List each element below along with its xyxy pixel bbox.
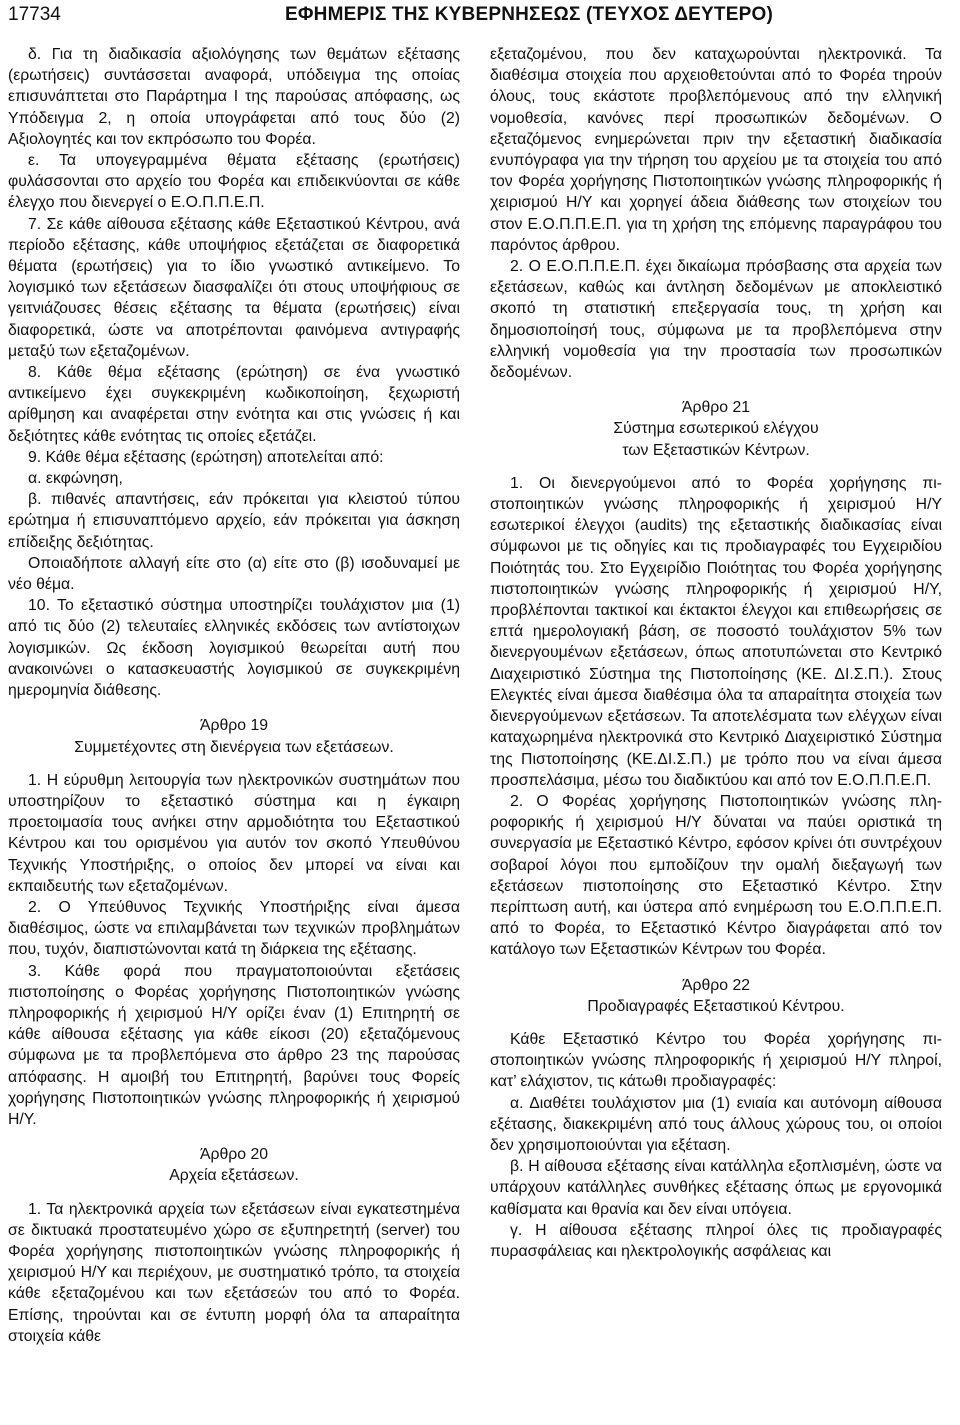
paragraph: 2. Ο Υπεύθυνος Τεχνικής Υποστήριξης είναι άμεσα διαθέσιμος, ώστε να επιλαμβάνεται των τεχνικών προβλημάτων που, τυχόν, διαπιστώνονται κατά τη διάρκεια της εξέτασης.	[8, 898, 460, 959]
paragraph: 2. Ο Ε.Ο.Π.Π.Ε.Π. έχει δικαίωμα πρόσβασης στα αρχεία των εξετάσεων, καθώς και άντληση δεδομένων με αποκλειστικό σκοπό τη στατιστική επεξεργασία τους, τη χρήση και δημοσιοποίησή τους, σύμφωνα με τα προβλεπόμενα στην ελληνική νομοθεσία για την προστασία των προσωπικών δεδομένων.	[490, 258, 942, 382]
paragraph: 9. Κάθε θέμα εξέτασης (ερώτηση) αποτελείται από:	[28, 448, 384, 466]
paragraph: 3. Κάθε φορά που πραγματοποιούνται εξετάσεις πιστοποίησης ο Φορέας χορήγησης Πιστοποιητικών γνώσης πληροφορικής ή χειρισμού Η/Υ ορίζει έναν (1) Επιτηρητή σε κάθε αίθουσα εξέτασης για κάθε είκοσι (20) εξεταζόμενους σύμφωνα με τα προβλεπόμενα στο άρθρο 23 της παρούσας απόφασης. Η αμοιβή του Επιτηρητή, βαρύνει τους Φορείς χορήγησης Πιστοποιητικών γνώσης πληροφορικής ή χειρισμού Η/Υ.	[8, 962, 460, 1128]
left-column	[8, 44, 460, 1347]
paragraph: εξεταζομένου, που δεν καταχωρούνται ηλεκτρονικά. Τα διαθέσιμα στοιχεία που αρχειοθετούνται από το Φορέα τηρούν όλους, τους εκάστοτε προβλεπόμενους από την ελληνική νομοθεσία, κανόνες περί προσωπικών δεδομένων. Ο εξεταζόμενος ενημερώνεται πριν την εξεταστική διαδικασία ενυπόγραφα για την τήρηση του αρχείου με τα στοιχεία του από τον Φορέα χορήγησης Πιστοποιητικών γνώσης πληροφορικής ή χειρισμού Η/Υ και χορηγεί άδεια διάθεσης των στοιχείων του στον Ε.Ο.Π.Π.Ε.Π. για τη χρήση της επόμενης παραγράφου του παρόντος άρθρου.	[490, 46, 942, 254]
journal-title: ΕΦΗΜΕΡΙΣ ΤΗΣ ΚΥΒΕΡΝΗΣΕΩΣ (ΤΕΥΧΟΣ ΔΕΥΤΕΡΟ)	[285, 4, 773, 25]
article-heading	[490, 397, 942, 461]
article-number: Άρθρο 21	[681, 399, 751, 417]
page-header	[0, 0, 960, 34]
paragraph: α. εκφώνηση,	[28, 470, 123, 488]
paragraph: 1. Τα ηλεκτρονικά αρχεία των εξετάσεων είναι εγκατεστημένα σε δικτυακά προστατευμένο χώρο σε εξυπηρετητή (server) του Φορέα χορήγησης πιστοποιητικών γνώσης πληροφορικής ή χειρισμού Η/Υ και περιέχουν, με συστηματικό τρόπο, τα στοιχεία κάθε εξεταζομένου και των εξετάσεών του από το Φορέα. Επίσης, τηρούνται και σε έντυπη μορφή όλα τα απαραίτητα στοιχεία κάθε	[8, 1200, 460, 1345]
paragraph: 10. Το εξεταστικό σύστημα υποστηρίζει τουλάχιστον μια (1) από τις δύο (2) τελευταίες ελληνικές εκδόσεις των αντίστοιχων λογισμικών. Ως έκδοση λογισμικού θεωρείται αυτή που ανακοινώνει ο κατασκευαστής λογισμικού σε συγκεκριμένη ημερομηνία διάθεσης.	[8, 597, 460, 700]
article-heading	[8, 715, 460, 757]
article-title: Αρχεία εξετάσεων.	[169, 1167, 299, 1185]
article-number: Άρθρο 22	[681, 976, 751, 994]
article-title: Προδιαγραφές Εξεταστικού Κέντρου.	[587, 997, 845, 1015]
paragraph: Κάθε Εξεταστικό Κέντρο του Φορέα χορήγησης πιστοποιητικών γνώσης πληροφορικής ή χειρισμού Η/Υ πληροί, κατ’ ελάχιστον, τις κάτωθι προδιαγραφές:	[490, 1030, 942, 1091]
article-heading	[8, 1144, 460, 1186]
paragraph: Οποιαδήποτε αλλαγή είτε στο (α) είτε στο (β) ισοδυναμεί με νέο θέμα.	[8, 554, 460, 594]
article-title: Συμμετέχοντες στη διενέργεια των εξετάσεων.	[74, 738, 394, 756]
paragraph: 1. Οι διενεργούμενοι από το Φορέα χορήγησης πιστοποιητικών γνώσης πληροφορικής ή χειρισμού Η/Υ εσωτερικοί έλεγχοι (audits) της εξεταστικής διαδικασίας είναι σύμφωνοι με τις οδηγίες και τις προδιαγραφές του Εγχειριδίου Ποιότητάς του. Στο Εγχειρίδιο Ποιότητας του Φορέα χορήγησης πιστοποιητικών γνώσης πληροφορικής ή χειρισμού Η/Υ, προβλέπονται τακτικοί και έκτακτοι έλεγχοι και επιθεωρήσεις σε επτά ημερολογιακή βάση, σε ποσοστό τουλάχιστον 5% των διενεργουμένων εξετάσεων, όπως αποτυπώνεται στο Κεντρικό Διαχειριστικό Σύστημα της Πιστοποίησης (ΚΕ. ΔΙ.Σ.Π.). Στους Ελεγκτές είναι άμεσα διαθέσιμα όλα τα απαραίτητα στοιχεία των διενεργούμενων εξετάσεων. Τα αποτελέσματα των ελέγχων είναι καταχωρημένα ηλεκτρονικά στο Κεντρικό Διαχειριστικό Σύστημα της Πιστοποίησης (ΚΕ.ΔΙ.Σ.Π.) με τρόπο που να είναι άμεσα προσπελάσιμα, μέσω του διαδικτύου και από τον Ε.Ο.Π.Π.Ε.Π.	[490, 474, 942, 789]
paragraph: γ. Η αίθουσα εξέτασης πληροί όλες τις προδιαγραφές πυρασφάλειας και ηλεκτρολογικής ασφάλειας και	[490, 1221, 942, 1260]
paragraph: α. Διαθέτει τουλάχιστον μια (1) ενιαία και αυτόνομη αίθουσα εξέτασης, διακεκριμένη από τους άλλους χώρους του, οι οποίοι δεν χρησιμοποιούνται για εξέταση.	[490, 1094, 942, 1154]
article-number: Άρθρο 19	[199, 717, 269, 735]
paragraph: 7. Σε κάθε αίθουσα εξέτασης κάθε Εξεταστικού Κέντρου, ανά περίοδο εξέτασης, κάθε υποψήφιος εξετάζεται σε διαφορετικά θέματα (ερωτήσεις) για το ίδιο γνωστικό αντικείμενο. Το λογισμικό των εξετάσεων διασφαλίζει ότι στους υποψήφιους σε γειτνιάζουσες θέσεις εξέτασης τα θέματα (ερωτήσεις) είναι διαφορετικά, ώστε να αποτρέπονται φαινόμενα αντιγραφής μεταξύ των εξεταζομένων.	[8, 215, 460, 360]
article-title: των Εξεταστικών Κέντρων.	[622, 441, 810, 459]
page-number: 17734	[8, 4, 61, 25]
article-number: Άρθρο 20	[199, 1146, 269, 1164]
right-column	[490, 44, 942, 1262]
paragraph: ε. Τα υπογεγραμμένα θέματα εξέτασης (ερωτήσεις) φυλάσσονται στο αρχείο του Φορέα και επιδεικνύονται σε κάθε έλεγχο που διενεργεί ο Ε.Ο.Π.Π.Ε.Π.	[8, 152, 460, 212]
paragraph: β. πιθανές απαντήσεις, εάν πρόκειται για κλειστού τύπου ερώτημα ή επισυναπτόμενο αρχείο, εάν πρόκειται για άσκηση επίδειξης δεξιότητας.	[8, 491, 460, 551]
article-title: Σύστημα εσωτερικού ελέγχου	[613, 420, 819, 438]
paragraph: 1. Η εύρυθμη λειτουργία των ηλεκτρονικών συστημάτων που υποστηρίζουν το εξεταστικό σύστημα και η έγκαιρη προετοιμασία τους ανήκει στην αρμοδιότητα του Εξεταστικού Κέντρου και του ορισμένου για αυτόν τον σκοπό Υπευθύνου Τεχνικής Υποστήριξης, ο οποίος δεν μπορεί να είναι και εκπαιδευτής των εξεταζομένων.	[8, 771, 460, 895]
article-heading	[490, 975, 942, 1017]
paragraph: 8. Κάθε θέμα εξέτασης (ερώτηση) σε ένα γνωστικό αντικείμενο έχει συγκεκριμένη κωδικοποίηση, ξεχωριστή αρίθμηση και αναφέρεται στην ενότητα και στις γνώσεις ή και δεξιότητες κάθε ενότητας τις οποίες εξετάζει.	[8, 364, 460, 445]
paragraph: 2. Ο Φορέας χορήγησης Πιστοποιητικών γνώσης πληροφορικής ή χειρισμού Η/Υ δύναται να παύει οριστικά τη συνεργασία με Εξεταστικό Κέντρο, εφόσον κρίνει ότι συντρέχουν σοβαροί λόγοι που εμποδίζουν την ομαλή διεξαγωγή των εξετάσεων πιστοποίησης στο Εξεταστικό Κέντρο. Στην περίπτωση αυτή, και ύστερα από ενημέρωση του Ε.Ο.Π.Π.Ε.Π. από το Φορέα, το Εξεταστικό Κέντρο διαγράφεται από τον κατάλογο των Εξεταστικών Κέντρων του Φορέα.	[490, 792, 942, 959]
paragraph: δ. Για τη διαδικασία αξιολόγησης των θεμάτων εξέτασης (ερωτήσεις) συντάσσεται αναφορά, υπόδειγμα της οποίας επισυνάπτεται στο Παράρτημα Ι της παρούσας απόφασης, ως Υπόδειγμα 2, η οποία υπογράφεται από τους δύο (2) Αξιολογητές και τον εκπρόσωπο του Φορέα.	[8, 46, 460, 148]
paragraph: β. Η αίθουσα εξέτασης είναι κατάλληλα εξοπλισμένη, ώστε να υπάρχουν κατάλληλες συνθήκες εξέτασης όπως με εργονομικά καθίσματα και θρανία και δεν είναι υπόγεια.	[490, 1158, 942, 1218]
